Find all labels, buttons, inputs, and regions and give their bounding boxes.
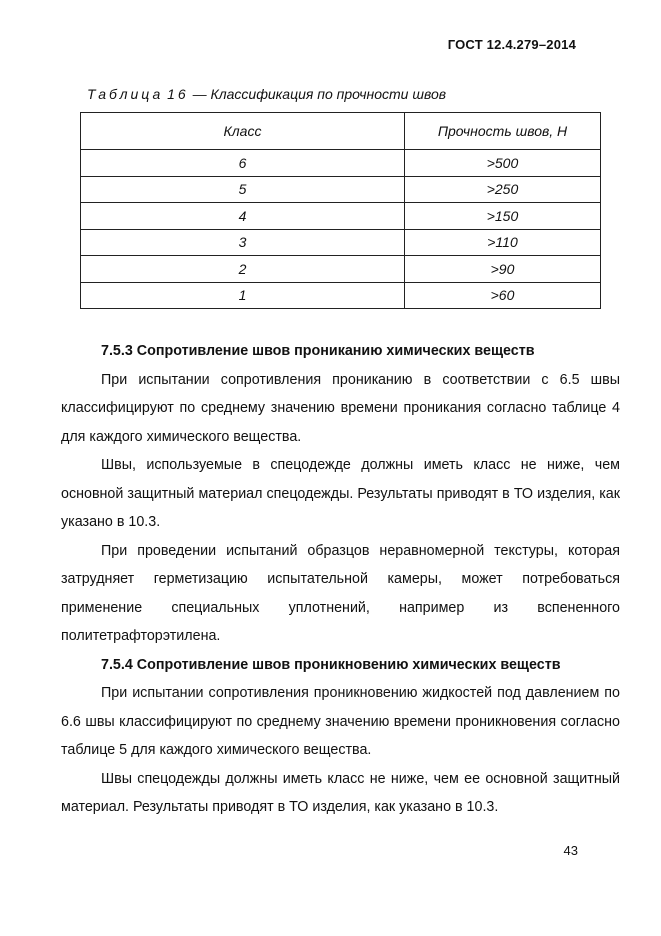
table-header-row xyxy=(81,113,601,150)
paragraph: При проведении испытаний образцов неравномерной текстуры, которая затрудняет герметизацию испытательной камеры, может потребоваться применение специальных уплотнений, например из вспененного политетрафторэтилена. xyxy=(61,542,620,644)
cell-strength: >500 xyxy=(405,150,601,177)
paragraph: При испытании сопротивления проникновению жидкостей под давлением по 6.6 швы классифицируют по среднему значению времени проникновения согласно таблице 5 для каждого химического вещества. xyxy=(61,685,620,758)
cell-class: 2 xyxy=(81,256,405,283)
table-caption xyxy=(87,86,446,102)
table-row xyxy=(81,229,601,256)
paragraph: Швы, используемые в спецодежде должны иметь класс не ниже, чем основной защитный материал спецодежды. Результаты приводят в ТО изделия, как указано в 10.3. xyxy=(61,457,620,530)
table-caption-number: 16 xyxy=(167,86,189,102)
paragraph: При испытании сопротивления проникaнию в соответствии с 6.5 швы классифицируют по среднему значению времени проникания согласно таблице 4 для каждого химического вещества. xyxy=(61,371,620,445)
cell-class: 4 xyxy=(81,203,405,230)
column-header-class: Класс xyxy=(81,113,405,150)
table-caption-title: — Классификация по прочности швов xyxy=(192,86,447,102)
cell-class: 1 xyxy=(81,282,405,309)
cell-class: 3 xyxy=(81,229,405,256)
document-code: ГОСТ 12.4.279–2014 xyxy=(447,37,576,52)
cell-strength: >60 xyxy=(405,282,601,309)
table-row xyxy=(81,203,601,230)
cell-strength: >110 xyxy=(405,229,601,256)
cell-class: 5 xyxy=(81,176,405,203)
cell-strength: >90 xyxy=(405,256,601,283)
table-row xyxy=(81,176,601,203)
table-row xyxy=(81,150,601,177)
column-header-strength: Прочность швов, Н xyxy=(405,113,601,150)
table-row xyxy=(81,256,601,283)
cell-strength: >250 xyxy=(405,176,601,203)
paragraph: Швы спецодежды должны иметь класс не ниже, чем ее основной защитный материал. Результаты приводят в ТО изделия, как указано в 10.3. xyxy=(61,770,620,815)
strength-classification-table xyxy=(80,112,601,309)
page-number: 43 xyxy=(563,843,578,858)
cell-class: 6 xyxy=(81,150,405,177)
body-text xyxy=(61,337,620,822)
section-heading-7-5-3: 7.5.3 Сопротивление швов проникaнию химических веществ xyxy=(101,343,535,359)
section-heading-7-5-4: 7.5.4 Сопротивление швов проникновению химических веществ xyxy=(101,656,561,673)
cell-strength: >150 xyxy=(405,203,601,230)
table-caption-word: Таблица xyxy=(87,86,164,102)
table-row xyxy=(81,282,601,309)
